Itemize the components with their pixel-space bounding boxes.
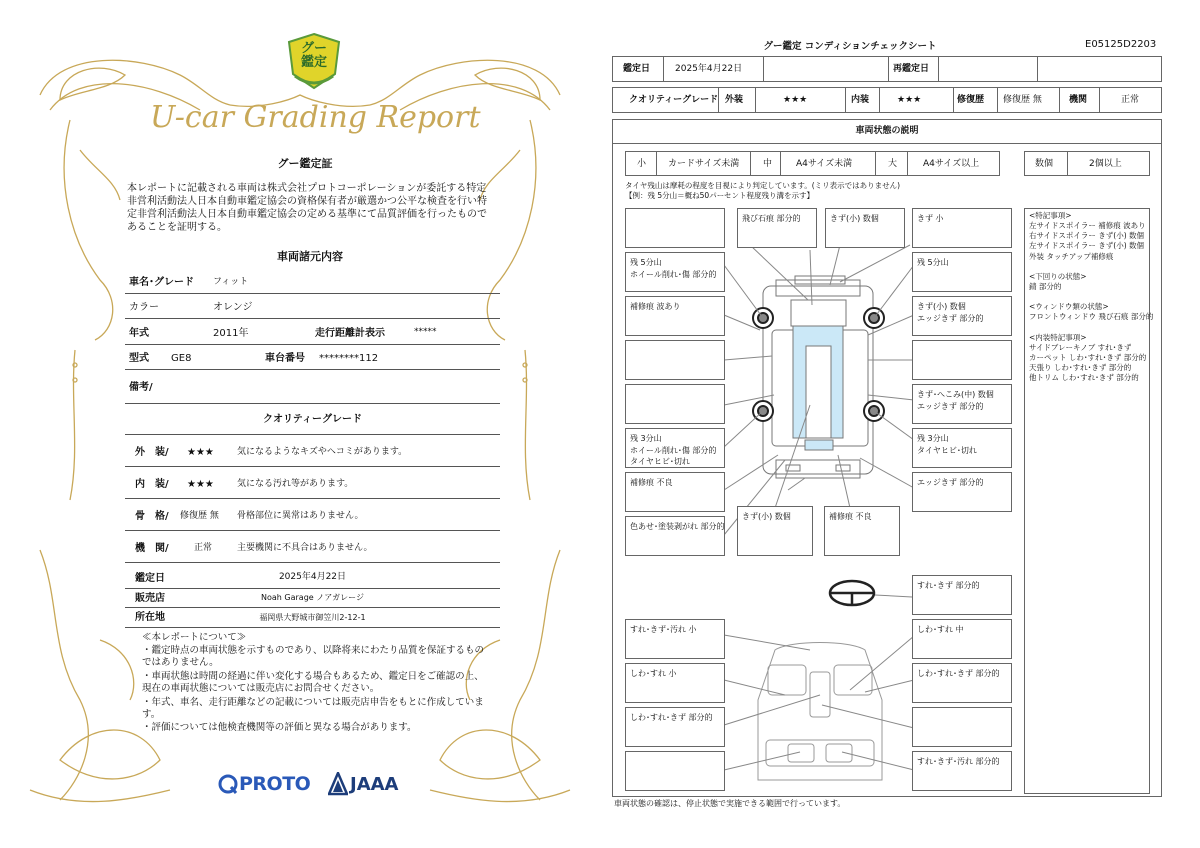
- frame-text: 骨格部位に異常はありません。: [237, 511, 364, 521]
- tire-note: タイヤ残山は摩耗の程度を目視により判定しています。(ミリ表示ではありません): [625, 181, 901, 190]
- ext-box-left-fender: 補修痕 波あり: [625, 296, 725, 336]
- count-value: 2個以上: [1089, 159, 1122, 169]
- interior-label: 内 装/: [135, 479, 169, 490]
- ext-box-front-bumper: きず 小: [912, 208, 1012, 248]
- int-box-steering: すれ･きず 部分的: [912, 575, 1012, 615]
- exterior-text: 気になるようなキズやヘコミがあります。: [237, 447, 408, 457]
- chassis-label: 車台番号: [265, 353, 305, 364]
- int-box-passenger-seat: しわ･すれ 小: [625, 663, 725, 703]
- ext-box-right-rear-door: きず･へこみ(中) 数個 エッジきず 部分的: [912, 384, 1012, 424]
- ext-box-left-quarter: 補修痕 不良: [625, 472, 725, 512]
- special-notes-text: <特記事項> 左サイドスポイラー 補修痕 波あり 右サイドスポイラー きず(小) 数個 左サイドスポイラー きず(小) 数個 外装 タッチアップ補修痕 <下回りの状態> 錆 部分的 <ウィンドウ類の状態> フロントウィンドウ 飛び石痕 部分的 <内装特記事項> サイドブレーキノブ すれ･きず カーペット しわ･すれ･きず 部分的 天張り しわ･すれ･きず 部分的 他トリム しわ･すれ･きず 部分的: [1029, 211, 1154, 382]
- spec-title: 車両諸元内容: [277, 250, 343, 263]
- ext-box-right-front-door: [912, 340, 1012, 380]
- report-title: U-car Grading Report: [150, 100, 481, 135]
- goo-badge-logo: [287, 32, 341, 90]
- ext-box-left-front-door: [625, 340, 725, 380]
- engine-value: 正常: [1121, 95, 1140, 105]
- name-label: 車名･グレード: [129, 277, 194, 288]
- ext-box-right-fender: きず(小) 数個 エッジきず 部分的: [912, 296, 1012, 336]
- frame-label: 骨 格/: [135, 511, 169, 522]
- model-label: 型式: [129, 353, 149, 364]
- engine-label: 機 関/: [135, 543, 169, 554]
- jaaa-logo: [328, 772, 408, 796]
- quality-title: クオリティーグレード: [263, 414, 362, 425]
- steering-wheel-icon: [830, 581, 874, 605]
- tire-example: 【例：残 5分山＝概ね50パーセント程度残り溝を示す】: [625, 191, 815, 200]
- int-box-rear-left-seat: [625, 751, 725, 791]
- legend-mid: 中: [763, 159, 773, 169]
- quality-row-interior: [125, 473, 500, 499]
- ext-box-rear-gate: きず(小) 数個: [737, 506, 813, 556]
- proto-q-icon: [218, 773, 238, 795]
- certificate-intro: 本レポートに記載される車両は株式会社プロトコーポレーションが委託する特定非営利活動法人日本自動車鑑定協会の資格保有者が厳選かつ公平な検査を行い特定非営利活動法人日本自動車鑑定協会の定める基準にて品質評価を行ったものであることを証明する。: [127, 183, 487, 233]
- mileage-value: *****: [414, 327, 437, 337]
- legend-mid-desc: A4サイズ未満: [796, 159, 853, 169]
- row-date: [125, 568, 500, 589]
- proto-logo: [218, 772, 318, 796]
- spec-row-remarks: [125, 376, 500, 404]
- redate-label: 再鑑定日: [893, 64, 930, 74]
- ext-box-rear-right-tire: 残 3分山 タイヤヒビ･切れ: [912, 428, 1012, 468]
- interior-text: 気になる汚れ等があります。: [237, 479, 354, 489]
- condition-check-sheet: [600, 0, 1200, 848]
- ext-box-rear-left-corner: 色あせ･塗装剥がれ 部分的: [625, 516, 725, 556]
- ext-box-rear-bumper: 補修痕 不良: [824, 506, 900, 556]
- int-box-right-trim: しわ･すれ･きず 部分的: [912, 663, 1012, 703]
- grade-label: クオリティーグレード: [629, 95, 719, 105]
- int-box-dashboard: すれ･きず･汚れ 小: [625, 619, 725, 659]
- quality-row-exterior: [125, 441, 500, 467]
- engine-value: 正常: [194, 543, 213, 553]
- exterior-label: 外 装/: [135, 447, 169, 458]
- ext-label: 外装: [725, 95, 744, 105]
- ext-box-hood: きず(小) 数個: [825, 208, 905, 248]
- ext-box-left-rear-door: [625, 384, 725, 424]
- spec-row-name: [125, 272, 500, 294]
- name-value: フィット: [213, 277, 249, 287]
- spec-row-color: [125, 297, 500, 319]
- legend-small: 小: [637, 159, 647, 169]
- interior-stars: ★★★: [187, 479, 214, 490]
- int-box-driver-seat: しわ･すれ 中: [912, 619, 1012, 659]
- desc-title: 車両状態の説明: [855, 126, 919, 136]
- jaaa-logo-text: JAAA: [350, 774, 399, 795]
- address-value: 福岡県大野城市御笠川2-12-1: [259, 613, 366, 622]
- ext-stars: ★★★: [783, 95, 808, 105]
- proto-logo-text: PROTO: [239, 773, 311, 795]
- note-1: ・鑑定時点の車両状態を示すものであり、以降将来にわたり品質を保証するものではありません。: [142, 645, 485, 669]
- note-4: ・評価については他検査機関等の評価と異なる場合があります。: [142, 722, 417, 733]
- ext-box-front-left-corner: [625, 208, 725, 248]
- exterior-stars: ★★★: [187, 447, 214, 458]
- ext-box-windshield: 飛び石痕 部分的: [737, 208, 817, 248]
- row-shop: [125, 589, 500, 608]
- sheet-footer: 車両状態の確認は、停止状態で実施できる範囲で行っています。: [614, 799, 846, 808]
- ext-box-front-left-tire: 残 5分山 ホイール削れ･傷 部分的: [625, 252, 725, 292]
- special-notes-box: [1024, 208, 1154, 794]
- date-value: 2025年4月22日: [675, 64, 743, 74]
- row-address: [125, 608, 500, 628]
- car-top-view: [763, 276, 873, 478]
- ext-box-right-quarter: エッジきず 部分的: [912, 472, 1012, 512]
- quality-title-row: [125, 408, 500, 435]
- note-2: ・車両状態は時間の経過に伴い変化する場合もあるため、鑑定日をご確認の上、現在の車両状態については販売店にお問合せください。: [142, 671, 484, 695]
- chassis-value: ********112: [319, 353, 379, 364]
- remarks-label: 備考/: [129, 382, 153, 393]
- repair-label: 修復歴: [957, 95, 985, 105]
- year-value: 2011年: [213, 328, 249, 339]
- badge-text: グー 鑑定: [300, 41, 327, 70]
- int-box-console: [912, 707, 1012, 747]
- car-interior-view: [758, 643, 882, 781]
- int-box-left-trim: しわ･すれ･きず 部分的: [625, 707, 725, 747]
- engine-label: 機関: [1069, 95, 1088, 105]
- shop-label: 販売店: [135, 593, 165, 604]
- jaaa-emblem-icon: [328, 772, 348, 796]
- address-label: 所在地: [135, 612, 165, 623]
- notes-title: ≪本レポートについて≫: [142, 632, 247, 643]
- ext-box-front-right-tire: 残 5分山: [912, 252, 1012, 292]
- sheet-title: グー鑑定 コンディションチェックシート: [763, 41, 937, 52]
- engine-text: 主要機関に不具合はありません。: [237, 543, 373, 553]
- spec-row-model: [125, 348, 500, 370]
- model-value: GE8: [171, 353, 192, 364]
- legend-large: 大: [888, 159, 898, 169]
- date-label: 鑑定日: [623, 64, 651, 74]
- legend-large-desc: A4サイズ以上: [923, 159, 980, 169]
- color-value: オレンジ: [213, 302, 253, 313]
- note-3: ・年式、車名、走行距離などの記載については販売店申告をもとに作成しています。: [142, 697, 484, 721]
- color-label: カラー: [129, 302, 159, 313]
- spec-row-year: [125, 323, 500, 345]
- count-label: 数個: [1035, 159, 1054, 169]
- interior-leader-lines: [724, 635, 914, 770]
- frame-value: 修復歴 無: [180, 511, 219, 521]
- mileage-label: 走行距離計表示: [315, 328, 385, 339]
- date-label: 鑑定日: [135, 573, 165, 584]
- quality-row-frame: [125, 505, 500, 531]
- int-label: 内装: [851, 95, 870, 105]
- int-box-rear-right-seat: すれ･きず･汚れ 部分的: [912, 751, 1012, 791]
- ext-box-rear-left-tire: 残 3分山 ホイール削れ･傷 部分的 タイヤヒビ･切れ: [625, 428, 725, 468]
- sheet-id: E05125D2203: [1085, 39, 1157, 50]
- shop-value: Noah Garage ノアガレージ: [261, 593, 364, 602]
- int-stars: ★★★: [897, 95, 922, 105]
- repair-value: 修復歴 無: [1003, 95, 1042, 105]
- year-label: 年式: [129, 328, 149, 339]
- certificate-title: グー鑑定証: [277, 157, 333, 170]
- legend-small-desc: カードサイズ未満: [668, 159, 740, 169]
- date-value: 2025年4月22日: [278, 572, 347, 582]
- quality-row-engine: [125, 537, 500, 563]
